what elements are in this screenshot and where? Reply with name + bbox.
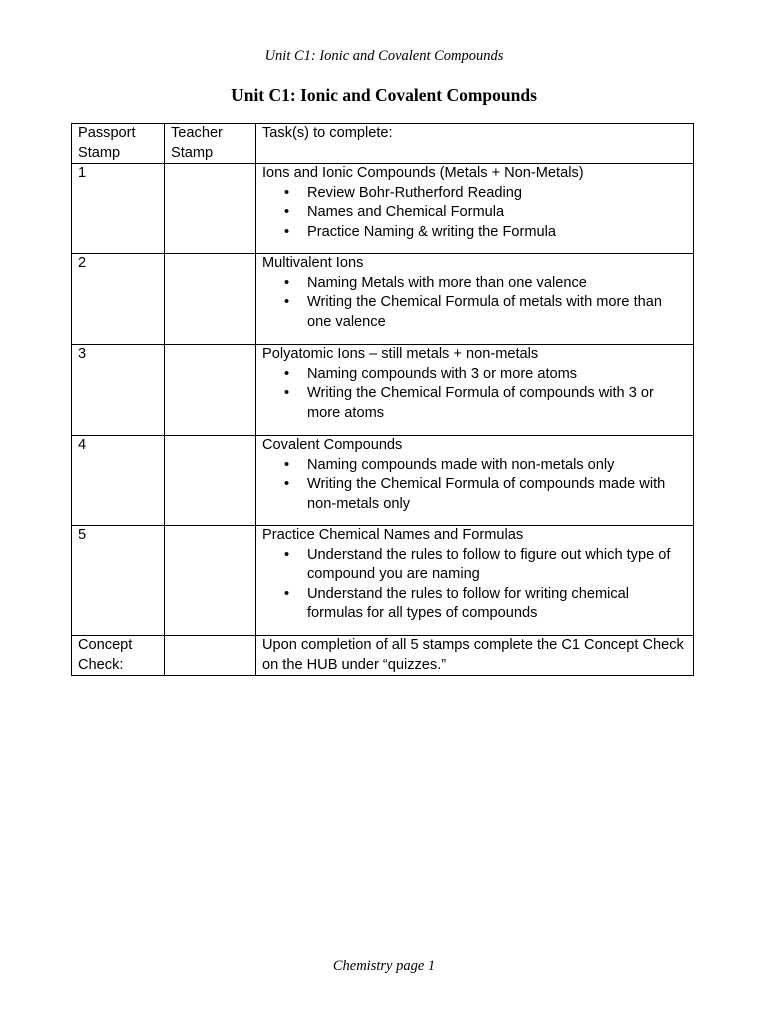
list-item [284,223,689,243]
tasks-cell [256,436,694,526]
list-item [284,546,689,585]
task-heading: Covalent Compounds [262,437,403,453]
task-item-text: Review Bohr-Rutherford Reading [307,184,522,201]
task-item-text: Naming compounds with 3 or more atoms [307,365,578,382]
bullet-icon: • [284,365,290,382]
bullet-icon: • [284,204,290,220]
task-list [262,456,689,515]
bullet-icon: • [284,385,290,401]
running-footer: Chemistry page 1 [332,958,436,974]
table-header-row [72,124,694,164]
list-item [284,384,689,423]
task-item-text: Writing the Chemical Formula of compounds with 3 or more atoms [307,385,654,421]
bullet-icon: • [284,585,290,602]
list-item [284,293,689,332]
document-title: Unit C1: Ionic and Covalent Compounds [231,85,537,105]
concept-check-instructions: Upon completion of all 5 stamps complete the C1 Concept Check on the HUB under “quizzes.” [256,636,694,676]
bullet-icon: • [284,456,290,473]
task-list [262,365,689,424]
task-heading: Polyatomic Ions – still metals + non-metals [262,346,539,362]
passport-table [71,123,694,676]
table-row [72,526,694,636]
list-item [284,365,689,385]
task-item-text: Practice Naming & writing the Formula [307,223,556,240]
task-heading: Ions and Ionic Compounds (Metals + Non-Metals) [262,165,584,181]
tasks-cell [256,164,694,254]
list-item [284,475,689,514]
table-row [72,254,694,345]
list-item [284,274,689,294]
list-item [284,585,689,624]
passport-stamp-cell: 1 [72,164,165,254]
passport-stamp-cell: 2 [72,254,165,345]
running-header: Unit C1: Ionic and Covalent Compounds [264,48,504,64]
task-item-text: Naming compounds made with non-metals only [307,456,615,473]
bullet-icon: • [284,184,290,201]
task-item-text: Naming Metals with more than one valence [307,274,587,291]
task-item-text: Understand the rules to follow to figure out which type of compound you are naming [307,546,671,582]
list-item [284,203,689,223]
tasks-cell [256,254,694,345]
teacher-stamp-cell [165,345,256,436]
task-list [262,274,689,333]
task-item-text: Understand the rules to follow for writing chemical formulas for all types of compounds [307,585,630,621]
teacher-stamp-cell [165,436,256,526]
task-list [262,546,689,624]
teacher-stamp-cell [165,254,256,345]
column-header-teacher-stamp: Teacher Stamp [165,124,256,164]
concept-check-label: Concept Check: [72,636,165,676]
table-row [72,436,694,526]
table-row [72,345,694,436]
column-header-passport-stamp: Passport Stamp [72,124,165,164]
teacher-stamp-cell [165,526,256,636]
table-row [72,164,694,254]
teacher-stamp-cell [165,164,256,254]
bullet-icon: • [284,546,290,563]
table-row-concept-check [72,636,694,676]
task-list [262,184,689,243]
passport-stamp-cell: 5 [72,526,165,636]
list-item [284,456,689,476]
passport-stamp-cell: 4 [72,436,165,526]
bullet-icon: • [284,476,290,492]
task-item-text: Names and Chemical Formula [307,204,505,220]
list-item [284,184,689,204]
teacher-stamp-cell [165,636,256,676]
task-item-text: Writing the Chemical Formula of metals with more than one valence [307,294,662,330]
bullet-icon: • [284,294,290,310]
bullet-icon: • [284,274,290,291]
column-header-tasks: Task(s) to complete: [256,124,694,164]
task-heading: Multivalent Ions [262,255,364,271]
task-item-text: Writing the Chemical Formula of compounds made with non-metals only [307,476,666,512]
passport-stamp-cell: 3 [72,345,165,436]
task-heading: Practice Chemical Names and Formulas [262,527,524,543]
tasks-cell [256,345,694,436]
bullet-icon: • [284,223,290,240]
tasks-cell [256,526,694,636]
